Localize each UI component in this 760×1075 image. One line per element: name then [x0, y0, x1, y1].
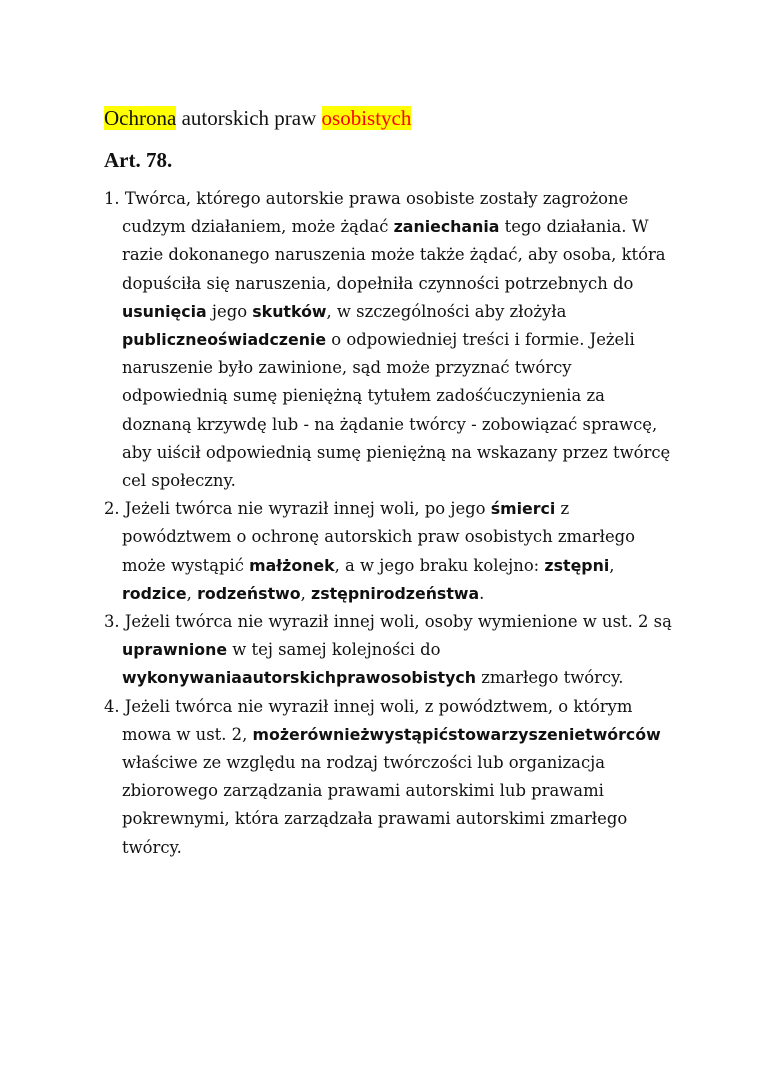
paragraph-text: Twórca, którego autorskie prawa osobiste zostały zagrożone cudzym działaniem, może żądać — [119, 189, 629, 237]
bold-term: małżonek — [249, 555, 335, 575]
paragraph-text: w tej samej kolejności do — [227, 640, 441, 660]
paragraph-text: , — [186, 583, 198, 603]
bold-term: zaniechania — [393, 217, 500, 237]
paragraph-text: o odpowiedniej treści i formie. Jeżeli naruszenie było zawinione, sąd może przyznać twórcy odpowiednią sumę pieniężną tytułem zadośćuczynienia za doznaną krzywdę lub - na żądanie twórcy - zobowiązać sprawcę, aby uiścił odpowiednią sumę pieniężną na wskazany przez twórcę cel społeczny. — [122, 330, 671, 491]
bold-term: zstępnirodzeństwa — [311, 583, 480, 603]
bold-term: zstępni — [544, 555, 610, 575]
bold-term: publiczneoświadczenie — [122, 330, 327, 350]
bold-term: wykonywaniaautorskichprawosobistych — [122, 668, 477, 688]
paragraph-1 — [104, 185, 676, 495]
heading-middle: autorskich praw — [176, 106, 322, 130]
bold-term: rodzice — [122, 583, 187, 603]
bold-term: uprawnione — [122, 640, 228, 660]
heading-highlight-osobistych: osobistych — [321, 106, 412, 130]
paragraph-text: tego działania. W razie dokonanego naruszenia może także żądać, aby osoba, która dopuściła się naruszenia, dopełniła czynności potrzebnych do — [122, 217, 666, 293]
article-paragraphs — [104, 185, 676, 862]
section-heading — [104, 104, 411, 132]
paragraph-text: zmarłego twórcy. — [476, 668, 624, 688]
paragraph-text: , a w jego braku kolejno: — [334, 555, 545, 575]
paragraph-text: właściwe ze względu na rodzaj twórczości lub organizacja zbiorowego zarządzania prawami autorskimi lub prawami pokrewnymi, która zarządzała prawami autorskimi zmarłego twórcy. — [122, 753, 628, 857]
paragraph-number: 2. — [104, 499, 120, 519]
paragraph-number: 4. — [104, 696, 120, 716]
paragraph-2 — [104, 495, 676, 608]
paragraph-text: Jeżeli twórca nie wyraził innej woli, osoby wymienione w ust. 2 są — [119, 612, 672, 632]
paragraph-4 — [104, 693, 676, 862]
paragraph-text: , — [300, 583, 311, 603]
article-number: Art. 78. — [104, 148, 173, 172]
paragraph-text: Jeżeli twórca nie wyraził innej woli, po jego — [119, 499, 491, 519]
bold-term: usunięcia — [122, 301, 207, 321]
paragraph-text: z powództwem o ochronę autorskich praw osobistych zmarłego może wystąpić — [122, 499, 636, 575]
paragraph-number: 3. — [104, 612, 120, 632]
bold-term: śmierci — [490, 499, 556, 519]
paragraph-text: jego — [206, 301, 253, 321]
bold-term: możerównieżwystąpićstowarzyszenietwórców — [252, 724, 661, 744]
bold-term: rodzeństwo — [197, 583, 301, 603]
heading-highlight-ochrona: Ochrona — [104, 106, 177, 130]
bold-term: skutków — [252, 301, 327, 321]
paragraph-text: Jeżeli twórca nie wyraził innej woli, z powództwem, o którym mowa w ust. 2, — [119, 696, 633, 744]
paragraph-3 — [104, 608, 676, 693]
paragraph-text: , — [609, 555, 615, 575]
paragraph-text: , w szczególności aby złożyła — [326, 301, 567, 321]
paragraph-number: 1. — [104, 189, 120, 208]
paragraph-text: . — [479, 583, 485, 603]
